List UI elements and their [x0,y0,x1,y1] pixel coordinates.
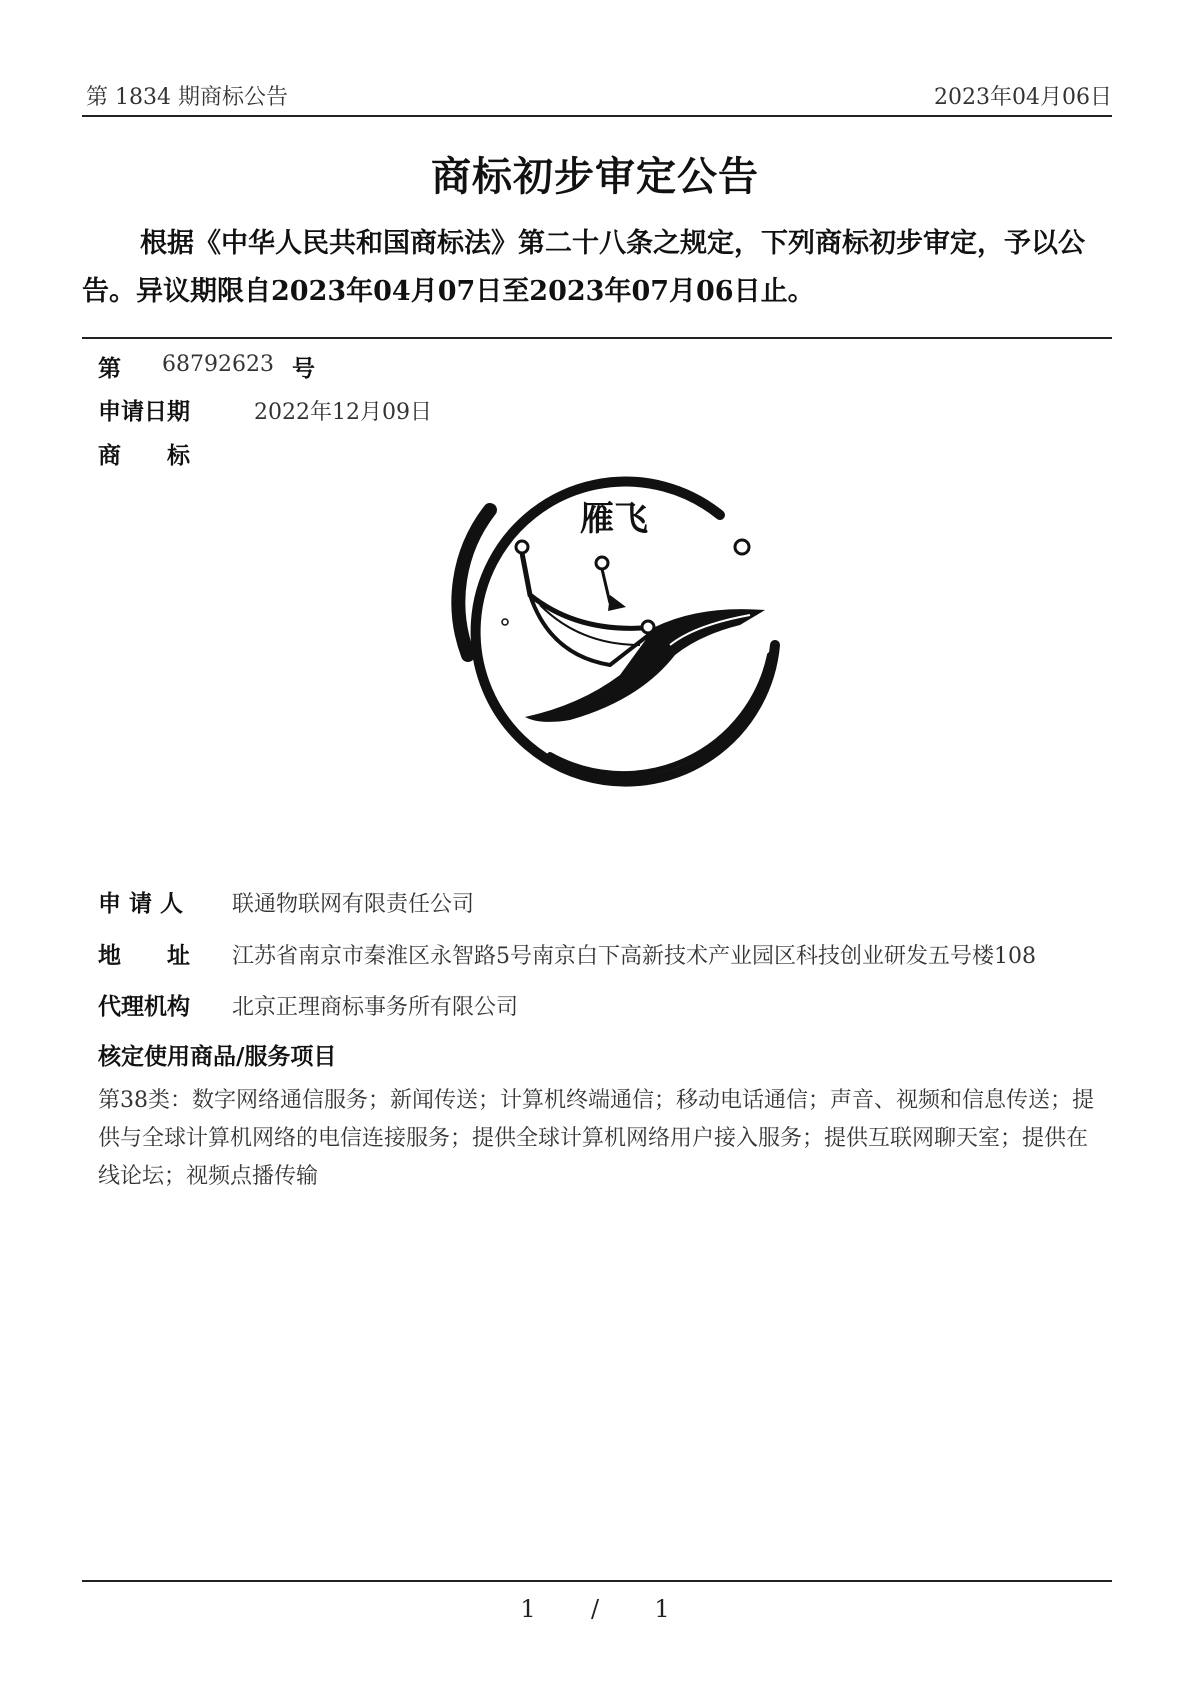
page-sep: / [590,1595,600,1623]
page-title: 商标初步审定公告 [431,153,759,200]
page-total: 1 [654,1595,670,1623]
goods-label: 核定使用商品/服务项目 [98,1043,337,1070]
page-indicator [0,1595,1190,1623]
goods-value: 第38类：数字网络通信服务；新闻传送；计算机终端通信；移动电话通信；声音、视频和信息传送；提供与全球计算机网络的电信连接服务；提供全球计算机网络用户接入服务；提供互联网聊天室；提供在线论坛；视频点播传输 [98,1088,1094,1189]
header-rule [82,115,1112,117]
issue-date: 2023年04月06日 [934,85,1112,110]
issue-number: 第 1834 期商标公告 [86,85,288,110]
applicant-value: 联通物联网有限责任公司 [232,892,475,917]
swan-logo-icon [430,455,790,795]
address-label: 地 址 [98,942,190,969]
reg-no-suffix: 号 [292,355,315,382]
agent-value: 北京正理商标事务所有限公司 [232,995,519,1020]
applicant-label: 申 请 人 [98,890,184,917]
reg-no-value: 68792623 [162,352,274,377]
reg-no-prefix: 第 [98,355,121,382]
logo-wordmark: 雁飞 [580,499,648,539]
trademark-logo [430,455,790,795]
address-value: 江苏省南京市秦淮区永智路5号南京白下高新技术产业园区科技创业研发五号楼108 [232,944,1036,969]
footer-rule [82,1580,1112,1582]
app-date-label: 申请日期 [98,398,190,425]
mark-label: 商 标 [98,442,190,469]
page-current: 1 [520,1595,536,1623]
app-date-value: 2022年12月09日 [254,400,432,425]
agent-label: 代理机构 [98,993,190,1020]
intro-rule [82,337,1112,339]
announcement-intro: 根据《中华人民共和国商标法》第二十八条之规定，下列商标初步审定，予以公告。异议期限自2023年04月07日至2023年07月06日止。 [82,228,1085,307]
